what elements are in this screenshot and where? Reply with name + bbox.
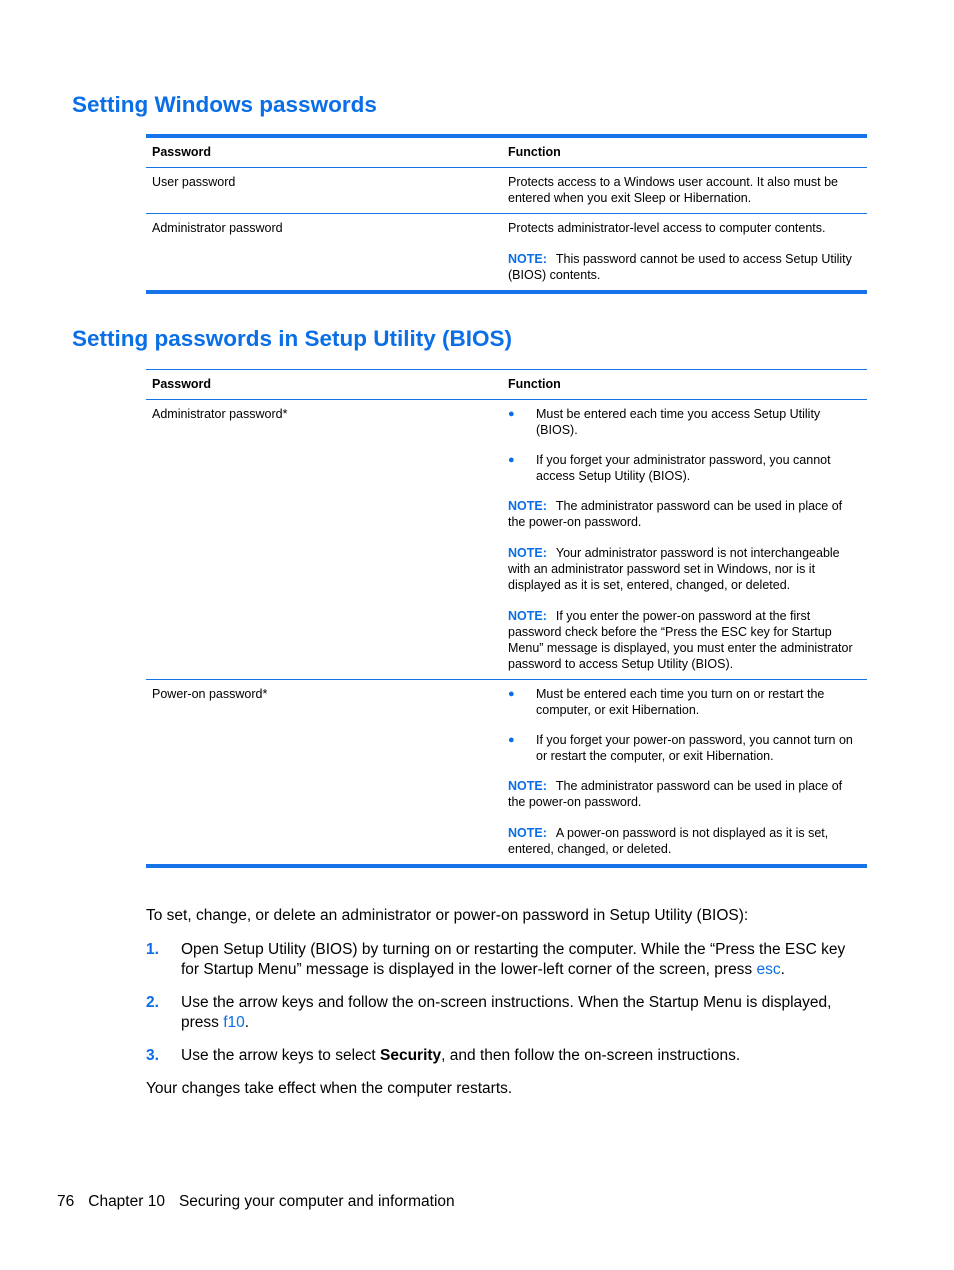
table-header-row xyxy=(146,369,867,400)
note xyxy=(508,545,861,593)
section-title-windows-passwords: Setting Windows passwords xyxy=(72,92,377,117)
bullet-icon: ● xyxy=(508,688,515,700)
note-label: NOTE: xyxy=(508,609,547,623)
bullet-text: Must be entered each time you access Setup Utility (BIOS). xyxy=(536,407,821,437)
page-number: 76 xyxy=(57,1193,75,1210)
bullet-item xyxy=(508,406,861,438)
bullet-icon: ● xyxy=(508,454,515,466)
table-header-row xyxy=(146,134,867,168)
function-cell xyxy=(501,400,867,679)
note-label: NOTE: xyxy=(508,546,547,560)
step-text-part: . xyxy=(244,1013,250,1031)
bullet-icon: ● xyxy=(508,734,515,746)
step-text xyxy=(181,993,866,1032)
chapter-label: Chapter 10 xyxy=(88,1193,165,1210)
note-text: Your administrator password is not interchangeable with an administrator password set in Windows, nor is it displayed as it is set, entered, changed, or deleted. xyxy=(508,546,840,592)
step-text-part: Open Setup Utility (BIOS) by turning on or restarting the computer. While the “Press the ESC key for Startup Menu” message is displayed in the lower-left corner of the screen, press xyxy=(181,941,846,978)
step-number: 2. xyxy=(146,994,159,1011)
step-item xyxy=(146,993,866,1032)
note xyxy=(508,778,861,810)
table-row xyxy=(146,400,867,680)
key-esc: esc xyxy=(756,960,781,978)
password-cell: Administrator password* xyxy=(152,407,288,421)
function-cell xyxy=(501,168,867,213)
bullet-item xyxy=(508,686,861,718)
security-term: Security xyxy=(380,1047,442,1064)
page-footer xyxy=(57,1192,455,1211)
bullet-icon: ● xyxy=(508,408,515,420)
step-text xyxy=(181,1046,740,1066)
note-text: The administrator password can be used in place of the power-on password. xyxy=(508,779,843,809)
note xyxy=(508,825,861,857)
step-item xyxy=(146,940,866,979)
chapter-title: Securing your computer and information xyxy=(178,1193,455,1210)
function-text: Protects access to a Windows user account. It also must be entered when you exit Sleep or Hibernation. xyxy=(508,175,839,205)
table-row xyxy=(146,168,867,214)
note xyxy=(508,251,861,283)
intro-paragraph: To set, change, or delete an administrator or power-on password in Setup Utility (BIOS): xyxy=(146,907,749,924)
bullet-item xyxy=(508,732,861,764)
note-label: NOTE: xyxy=(508,826,547,840)
key-f10: f10 xyxy=(223,1013,245,1031)
note-label: NOTE: xyxy=(508,779,547,793)
section-title-bios-passwords: Setting passwords in Setup Utility (BIOS) xyxy=(72,326,513,351)
note-text: A power-on password is not displayed as it is set, entered, changed, or deleted. xyxy=(508,826,829,856)
note xyxy=(508,498,861,530)
note xyxy=(508,608,861,672)
note-label: NOTE: xyxy=(508,252,547,266)
step-text-part: . xyxy=(780,960,785,978)
bullet-text: If you forget your power-on password, you cannot turn on or restart the computer, or exit Hibernation. xyxy=(536,733,853,763)
table-row xyxy=(146,680,867,868)
note-text: The administrator password can be used in place of the power-on password. xyxy=(508,499,843,529)
bullet-text: Must be entered each time you turn on or restart the computer, or exit Hibernation. xyxy=(536,687,825,717)
step-item xyxy=(146,1046,866,1066)
column-header-password: Password xyxy=(152,145,212,159)
column-header-password: Password xyxy=(152,377,212,391)
step-text-part: Use the arrow keys and follow the on-screen instructions. When the Startup Menu is displayed, press xyxy=(181,994,832,1031)
step-number: 1. xyxy=(146,941,159,958)
bios-passwords-table xyxy=(146,369,867,868)
step-text-part: , and then follow the on-screen instructions. xyxy=(441,1047,741,1064)
step-text-part: Use the arrow keys to select xyxy=(181,1047,380,1064)
password-cell: Power-on password* xyxy=(152,687,268,701)
bullet-item xyxy=(508,452,861,484)
password-cell: User password xyxy=(152,175,236,189)
step-text xyxy=(181,940,866,979)
note-text: This password cannot be used to access Setup Utility (BIOS) contents. xyxy=(508,252,852,282)
table-row xyxy=(146,214,867,294)
step-number: 3. xyxy=(146,1047,159,1064)
bullet-text: If you forget your administrator password, you cannot access Setup Utility (BIOS). xyxy=(536,453,831,483)
closing-paragraph: Your changes take effect when the computer restarts. xyxy=(146,1080,513,1097)
function-cell xyxy=(501,214,867,290)
note-text: If you enter the power-on password at the first password check before the “Press the ESC key for Startup Menu” message is displayed, you must enter the administrator password to access Setup Utility (BIOS). xyxy=(508,609,853,671)
function-cell xyxy=(501,680,867,864)
note-label: NOTE: xyxy=(508,499,547,513)
function-text: Protects administrator-level access to computer contents. xyxy=(508,221,826,235)
column-header-function: Function xyxy=(508,145,561,159)
windows-passwords-table xyxy=(146,134,867,294)
column-header-function: Function xyxy=(508,377,561,391)
password-cell: Administrator password xyxy=(152,221,283,235)
